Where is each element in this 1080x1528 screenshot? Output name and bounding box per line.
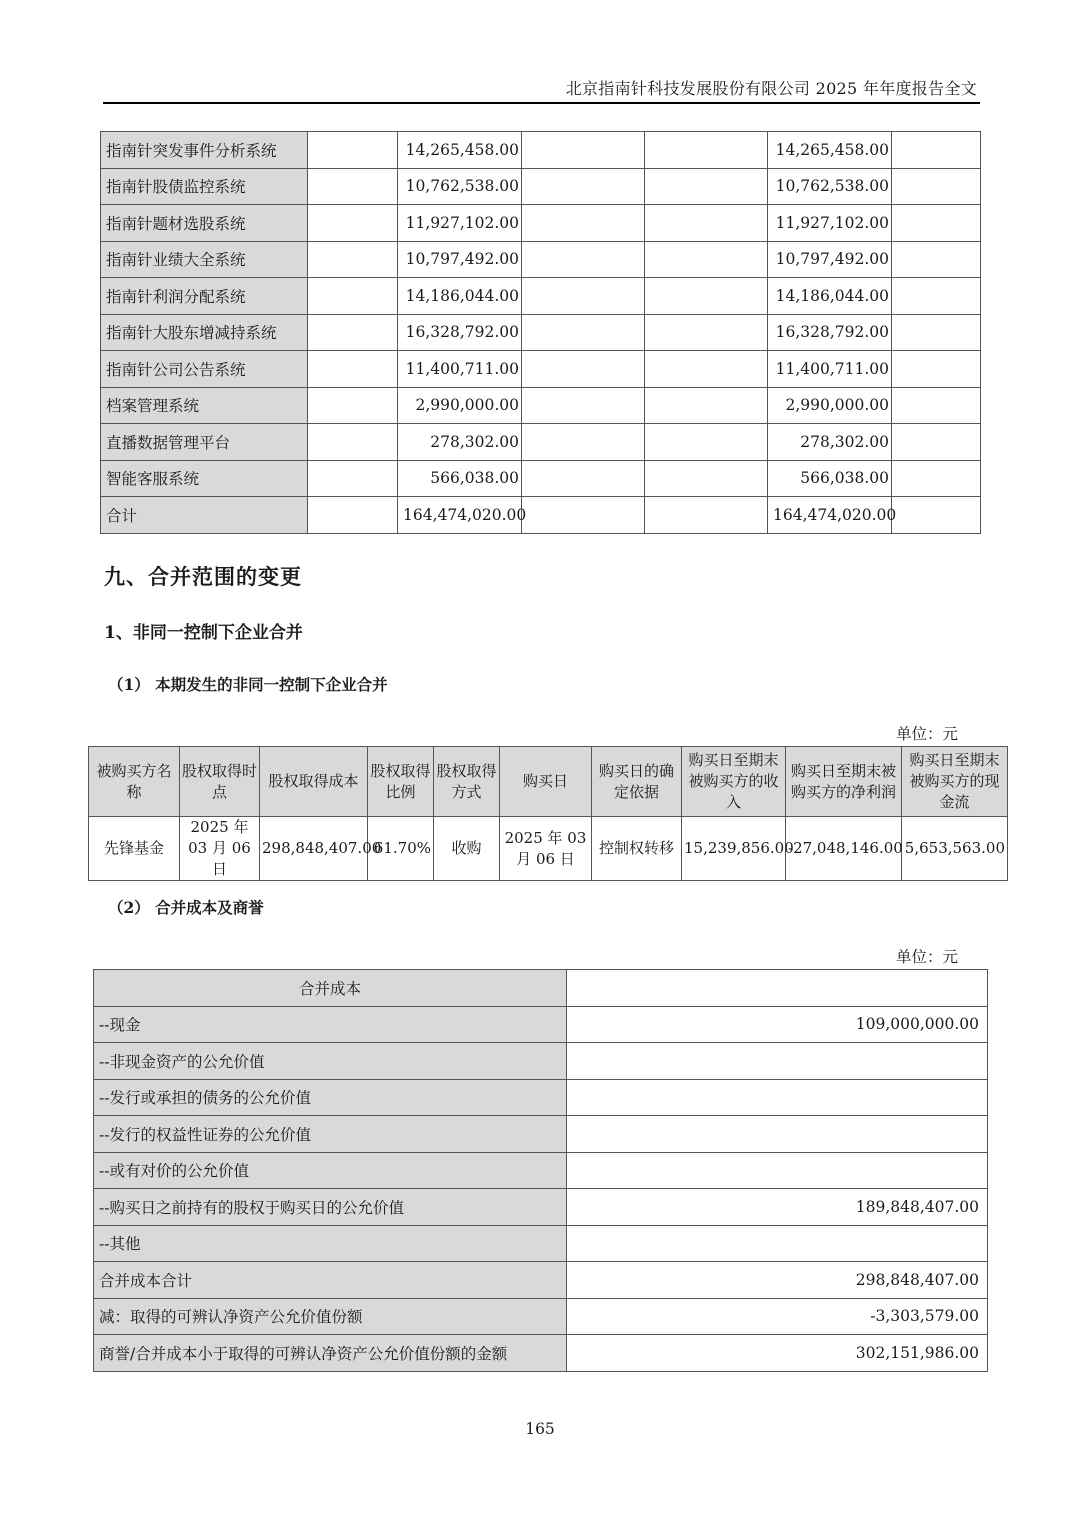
business-combination-table [88, 746, 1008, 881]
table-cell [308, 168, 398, 205]
table-cell: --发行的权益性证券的公允价值 [94, 1116, 567, 1153]
page-number: 165 [525, 1420, 555, 1438]
table-cell: 15,239,856.00 [682, 817, 786, 881]
table-row [101, 460, 981, 497]
table-cell [522, 205, 645, 242]
table-cell: 566,038.00 [768, 460, 892, 497]
table-row [94, 1116, 988, 1153]
table-cell: 减：取得的可辨认净资产公允价值份额 [94, 1298, 567, 1335]
table-cell [522, 132, 645, 169]
header-divider [103, 102, 980, 104]
dev-expense-table [100, 131, 981, 534]
table-cell [308, 132, 398, 169]
table-cell [567, 1152, 988, 1189]
table-cell: 指南针业绩大全系统 [101, 241, 308, 278]
table-cell: 109,000,000.00 [567, 1006, 988, 1043]
table-cell: 控制权转移 [592, 817, 682, 881]
combination-cost-table [93, 969, 988, 1372]
table-cell [522, 241, 645, 278]
table-row [94, 1079, 988, 1116]
table-cell: 指南针大股东增减持系统 [101, 314, 308, 351]
table-cell [522, 168, 645, 205]
header-cell: 购买日的确定依据 [592, 747, 682, 817]
unit-label-2: 单位：元 [896, 948, 959, 966]
table-cell [308, 314, 398, 351]
table-cell [892, 314, 981, 351]
table-row [101, 387, 981, 424]
table-cell [892, 241, 981, 278]
table-cell: 11,400,711.00 [398, 351, 522, 388]
unit-label: 单位：元 [896, 725, 959, 743]
table-cell: --或有对价的公允价值 [94, 1152, 567, 1189]
table-cell: 合计 [101, 497, 308, 534]
table-cell: --其他 [94, 1225, 567, 1262]
table-cell: 14,186,044.00 [768, 278, 892, 315]
table-cell: 指南针股债监控系统 [101, 168, 308, 205]
table-cell: 指南针公司公告系统 [101, 351, 308, 388]
table-row [101, 278, 981, 315]
table-cell: 16,328,792.00 [398, 314, 522, 351]
table-cell: 10,797,492.00 [768, 241, 892, 278]
subsection-title-current-period: （1） 本期发生的非同一控制下企业合并 [108, 675, 388, 694]
table-cell [892, 497, 981, 534]
table-cell [522, 497, 645, 534]
table-cell [522, 314, 645, 351]
table-cell: 278,302.00 [768, 424, 892, 461]
table-cell: 2,990,000.00 [398, 387, 522, 424]
header-cell: 股权取得成本 [260, 747, 368, 817]
table-cell: 智能客服系统 [101, 460, 308, 497]
header-cell: 股权取得时点 [180, 747, 260, 817]
table-cell: --非现金资产的公允价值 [94, 1043, 567, 1080]
table-cell [645, 241, 768, 278]
table-cell: --购买日之前持有的股权于购买日的公允价值 [94, 1189, 567, 1226]
table-row [101, 241, 981, 278]
table-cell [308, 460, 398, 497]
table-cell: 298,848,407.00 [567, 1262, 988, 1299]
table-cell [567, 1079, 988, 1116]
table-cell: 164,474,020.00 [398, 497, 522, 534]
header-cell: 被购买方名称 [89, 747, 180, 817]
table-cell [645, 132, 768, 169]
table-cell [522, 424, 645, 461]
header-cell: 购买日至期末被购买方的收入 [682, 747, 786, 817]
page-header: 北京指南针科技发展股份有限公司 2025 年年度报告全文 [565, 79, 977, 98]
table-cell: 164,474,020.00 [768, 497, 892, 534]
table-cell: 先锋基金 [89, 817, 180, 881]
header-cell: 购买日至期末被购买方的净利润 [786, 747, 902, 817]
table-row [101, 205, 981, 242]
table-cell [567, 1043, 988, 1080]
table-cell [308, 387, 398, 424]
table-row [94, 1262, 988, 1299]
table-cell: --现金 [94, 1006, 567, 1043]
table-cell [567, 1225, 988, 1262]
table-row [101, 168, 981, 205]
table-cell [892, 351, 981, 388]
table-cell [892, 387, 981, 424]
table-cell: 直播数据管理平台 [101, 424, 308, 461]
table-row [94, 1189, 988, 1226]
table-cell [892, 424, 981, 461]
table-cell: 189,848,407.00 [567, 1189, 988, 1226]
table-cell [645, 205, 768, 242]
table-cell: 298,848,407.00 [260, 817, 368, 881]
table-cell: 14,186,044.00 [398, 278, 522, 315]
table-cell [892, 205, 981, 242]
table-row [101, 497, 981, 534]
table-row [94, 1006, 988, 1043]
table-cell: 10,762,538.00 [768, 168, 892, 205]
subsection-title: 1、非同一控制下企业合并 [104, 623, 303, 643]
table-cell [522, 351, 645, 388]
table-cell [645, 351, 768, 388]
table-cell: 566,038.00 [398, 460, 522, 497]
table-cell [645, 314, 768, 351]
header-cell: 股权取得方式 [434, 747, 500, 817]
table-cell [567, 1116, 988, 1153]
table-cell: 收购 [434, 817, 500, 881]
table-cell [645, 424, 768, 461]
table-cell [308, 424, 398, 461]
table-cell [308, 497, 398, 534]
table-cell: 11,927,102.00 [398, 205, 522, 242]
table-cell [892, 460, 981, 497]
table-cell: 61.70% [368, 817, 434, 881]
table-cell [645, 497, 768, 534]
table-cell: 302,151,986.00 [567, 1335, 988, 1372]
table-cell: 11,400,711.00 [768, 351, 892, 388]
table-cell: 5,653,563.00 [902, 817, 1008, 881]
table-cell: 14,265,458.00 [398, 132, 522, 169]
table-row [94, 1298, 988, 1335]
table-cell [645, 387, 768, 424]
table-cell: -3,303,579.00 [567, 1298, 988, 1335]
table-row [101, 314, 981, 351]
table-cell [522, 460, 645, 497]
table-cell: 合并成本合计 [94, 1262, 567, 1299]
table-cell: 2,990,000.00 [768, 387, 892, 424]
table-cell: 10,762,538.00 [398, 168, 522, 205]
table-cell: --发行或承担的债务的公允价值 [94, 1079, 567, 1116]
table-cell [645, 168, 768, 205]
table-cell: 2025 年 03 月 06 日 [500, 817, 592, 881]
table-cell: 商誉/合并成本小于取得的可辨认净资产公允价值份额的金额 [94, 1335, 567, 1372]
table-cell: 指南针题材选股系统 [101, 205, 308, 242]
table-cell [308, 205, 398, 242]
table-header-row [94, 970, 988, 1007]
table-cell [308, 278, 398, 315]
table-row [101, 351, 981, 388]
table-row [101, 132, 981, 169]
table-cell: 10,797,492.00 [398, 241, 522, 278]
table-cell: 16,328,792.00 [768, 314, 892, 351]
header-cell: 股权取得比例 [368, 747, 434, 817]
table-cell [522, 278, 645, 315]
table-cell [892, 132, 981, 169]
section-title: 九、合并范围的变更 [104, 564, 302, 589]
table-row [94, 1152, 988, 1189]
table-cell [645, 460, 768, 497]
table-cell: 指南针突发事件分析系统 [101, 132, 308, 169]
subsection-title-goodwill: （2） 合并成本及商誉 [108, 898, 264, 917]
table-cell: 2025 年 03 月 06 日 [180, 817, 260, 881]
table-row [101, 424, 981, 461]
table-cell: 档案管理系统 [101, 387, 308, 424]
table-row [94, 1335, 988, 1372]
table-cell [892, 168, 981, 205]
table-cell: 11,927,102.00 [768, 205, 892, 242]
table-cell [308, 241, 398, 278]
table-cell [892, 278, 981, 315]
table-cell: 指南针利润分配系统 [101, 278, 308, 315]
table-cell [308, 351, 398, 388]
header-cell: 合并成本 [94, 970, 567, 1007]
table-cell: 14,265,458.00 [768, 132, 892, 169]
table-cell: 278,302.00 [398, 424, 522, 461]
table-cell: -27,048,146.00 [786, 817, 902, 881]
table-row [94, 1225, 988, 1262]
header-cell: 购买日 [500, 747, 592, 817]
header-cell: 购买日至期末被购买方的现金流 [902, 747, 1008, 817]
table-cell [522, 387, 645, 424]
header-cell [567, 970, 988, 1007]
table-row [94, 1043, 988, 1080]
table-cell [645, 278, 768, 315]
